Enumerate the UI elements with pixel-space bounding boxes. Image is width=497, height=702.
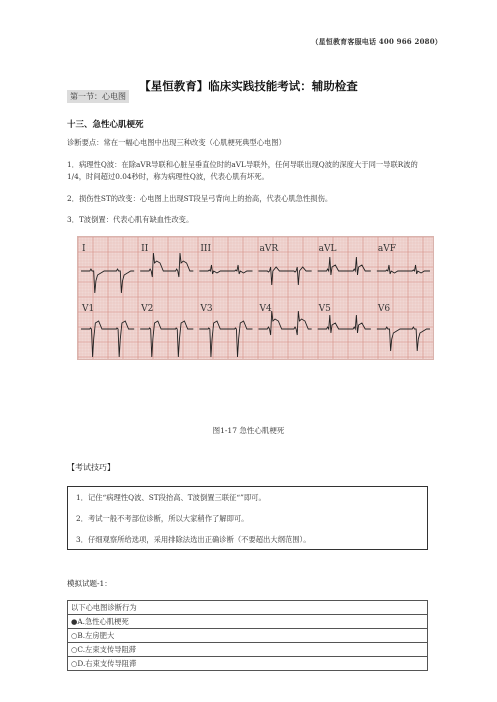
lead-label-avl: aVL [318,244,337,254]
ecg-trace-ii [140,253,193,277]
lead-label-ii: II [141,244,149,254]
lead-label-iii: III [200,244,212,254]
ecg-minor-grid [78,237,433,359]
option-d[interactable] [68,657,428,671]
lead-label-v6: V6 [377,304,391,314]
customer-service-hotline: （星恒教育客服电话 400 966 2080） [311,37,442,46]
point-t-inversion: 3．T波倒置：代表心肌有缺血性改变。 [67,215,194,224]
ecg-trace-i [81,269,134,293]
ecg-major-grid [78,237,433,359]
tip-item: 3．仔细观察所给选项，采用排除法选出正确诊断（不要超出大纲范围）。 [76,535,311,544]
mock-question-label: 模拟试题-1： [67,579,112,588]
lead-label-v4: V4 [259,304,272,314]
question-table [67,600,428,671]
option-c[interactable] [68,643,428,657]
lead-label-avr: aVR [259,244,279,254]
ecg-trace-avf [377,265,430,274]
option-text: A.急性心肌梗死 [77,617,129,626]
point-pathologic-q-wave: 1．病理性Q波：在除aVR导联和心脏呈垂直位时的aVL导联外，任何导联出现Q波的深度大于同一导联R波的1/4，时间超过0.04秒时，称为病理性Q波，代表心肌有坏死。 [67,160,418,181]
lead-label-i: I [82,244,86,254]
ecg-trace-iii [199,265,252,274]
radio-icon: ○ [71,659,78,668]
selected-radio-icon: ● [71,617,78,626]
ecg-figure [77,236,434,360]
question-stem: 以下心电图诊断行为 [68,601,428,615]
lead-label-v1: V1 [82,304,95,314]
tip-item: 1．记住“病理性Q波、ST段抬高、T波倒置三联征“”即可。 [76,493,266,502]
option-text: B.左房肥大 [77,631,115,640]
exam-skills-label: 【考试技巧】 [67,463,115,472]
lead-label-v2: V2 [141,304,154,314]
option-a[interactable] [68,615,428,629]
radio-icon: ○ [71,631,78,640]
section-tag: 第一节：心电图 [67,90,129,103]
tip-item: 2．考试一般不考部位诊断，所以大家稍作了解即可。 [76,514,249,523]
exam-tips-box [67,486,428,550]
option-text: C.左束支传导阻滞 [77,645,137,654]
lead-label-v3: V3 [200,304,213,314]
diagnosis-intro: 诊断要点：常在一幅心电图中出现三种改变（心肌梗死典型心电图） [67,138,286,147]
lead-label-avf: aVF [377,244,396,254]
ecg-grid [78,237,433,359]
option-text: D.右束支传导阻滞 [77,659,137,668]
topic-heading: 十三、急性心肌梗死 [67,120,144,130]
point-st-change: 2．损伤性ST的改变：心电图上出现ST段呈弓背向上的抬高，代表心肌急性损伤。 [67,194,333,203]
radio-icon: ○ [71,645,78,654]
figure-caption: 图1-17 急性心肌梗死 [212,426,285,435]
page-title: 【星恒教育】临床实践技能考试：辅助检查 [139,79,358,93]
option-b[interactable] [68,629,428,643]
lead-label-v5: V5 [318,304,331,314]
